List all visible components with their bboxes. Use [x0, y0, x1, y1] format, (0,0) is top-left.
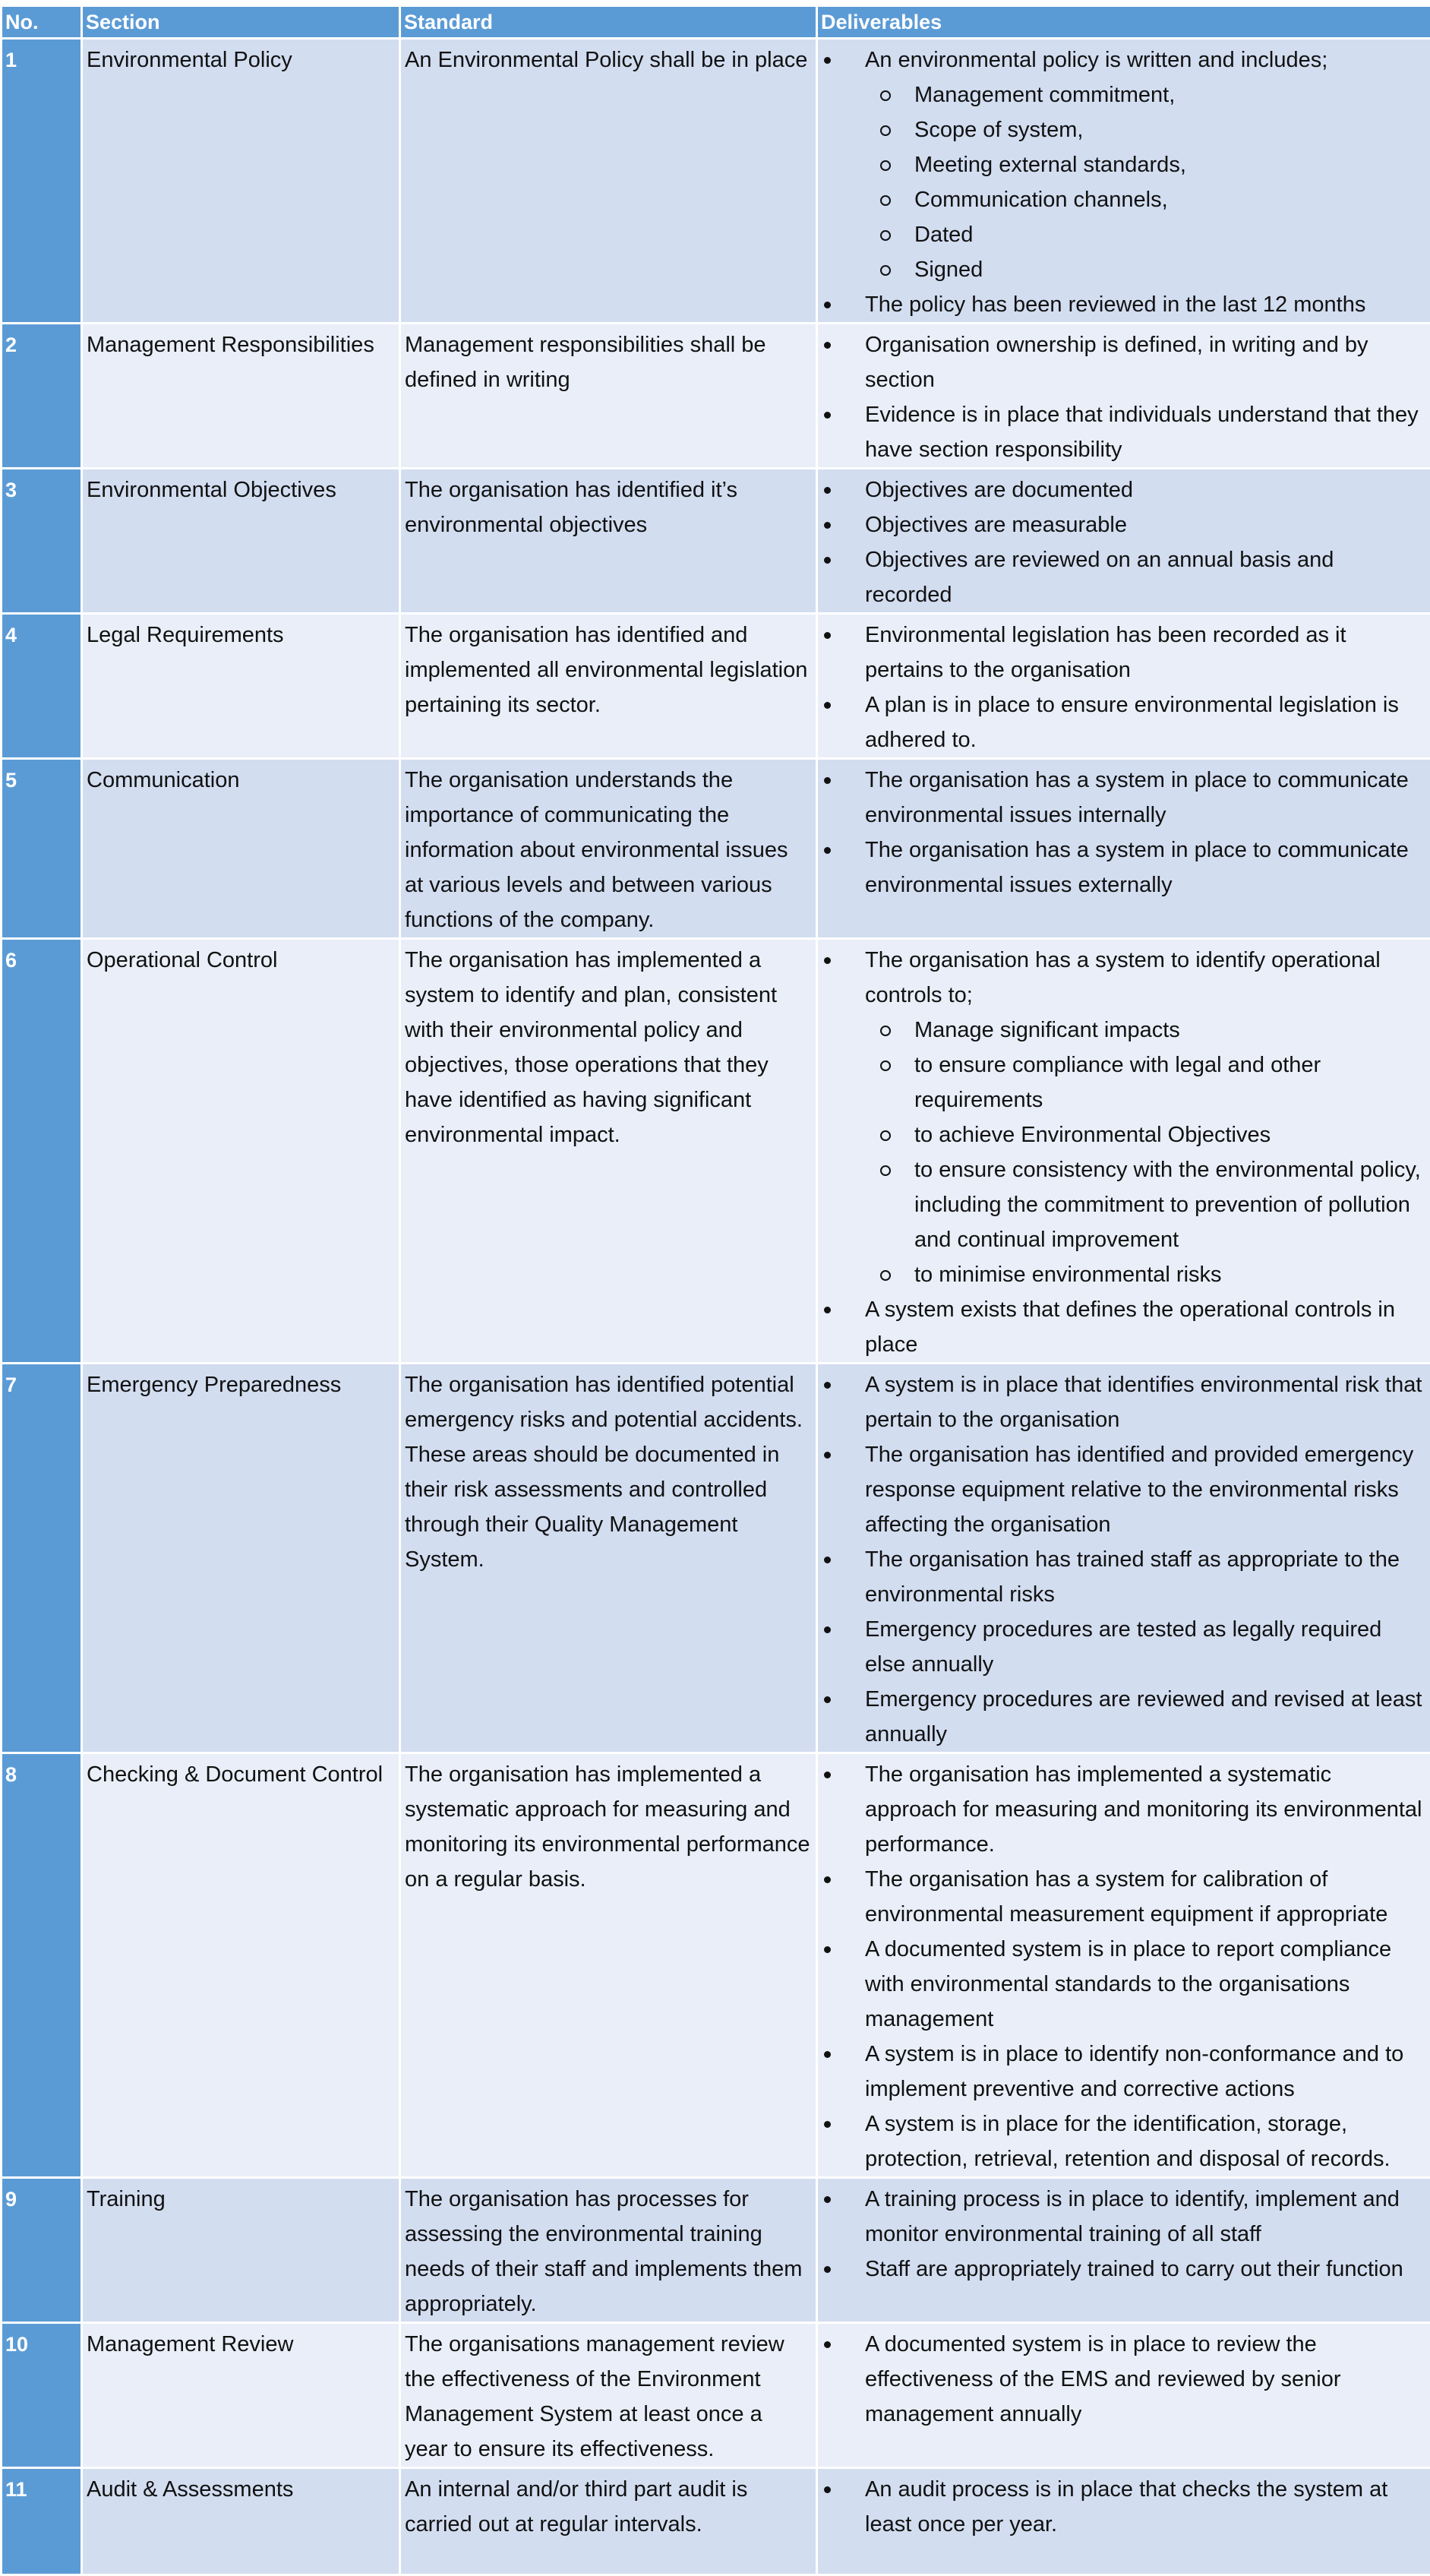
table-row [2, 614, 1430, 759]
row-deliverables [817, 469, 1430, 614]
deliverable-sublist [865, 77, 1425, 287]
table-row [2, 1753, 1430, 2178]
table-body [2, 39, 1430, 2575]
deliverable-subitem: Dated [865, 217, 1425, 252]
header-row [2, 6, 1430, 39]
deliverable-text: A system is in place that identifies environmental risk that pertain to the organisation [865, 1373, 1422, 1432]
table-row [2, 39, 1430, 324]
row-deliverables [817, 39, 1430, 324]
deliverable-item [822, 1367, 1425, 1437]
table-row [2, 759, 1430, 939]
row-number: 1 [2, 39, 82, 324]
deliverable-subitem: Management commitment, [865, 77, 1425, 112]
table-row [2, 469, 1430, 614]
row-number: 10 [2, 2323, 82, 2468]
deliverable-item [822, 833, 1425, 902]
row-deliverables [817, 614, 1430, 759]
deliverable-text: Objectives are documented [865, 478, 1133, 502]
row-standard: The organisation has implemented a systematic approach for measuring and monitoring its environmental performance on a regular basis. [400, 1753, 817, 2178]
deliverable-text: Environmental legislation has been recorded as it pertains to the organisation [865, 623, 1346, 682]
row-number: 7 [2, 1364, 82, 1753]
header-deliverables: Deliverables [817, 6, 1430, 39]
deliverable-subitem: Meeting external standards, [865, 147, 1425, 182]
row-deliverables [817, 759, 1430, 939]
deliverable-item [822, 2252, 1425, 2287]
row-deliverables [817, 1364, 1430, 1753]
deliverable-text: Emergency procedures are tested as legally required else annually [865, 1617, 1381, 1677]
deliverables-list [822, 618, 1425, 757]
deliverable-text: Objectives are reviewed on an annual basis and recorded [865, 548, 1334, 607]
deliverables-list [822, 763, 1425, 902]
deliverable-text: Emergency procedures are reviewed and revised at least annually [865, 1687, 1422, 1746]
row-standard: The organisation has identified and implemented all environmental legislation pertaining its sector. [400, 614, 817, 759]
row-standard: The organisation has identified it’s environmental objectives [400, 469, 817, 614]
deliverable-text: Organisation ownership is defined, in writing and by section [865, 333, 1368, 392]
row-section: Legal Requirements [82, 614, 400, 759]
deliverable-text: A documented system is in place to review the effectiveness of the EMS and reviewed by senior management annually [865, 2332, 1341, 2426]
row-standard: An Environmental Policy shall be in place [400, 39, 817, 324]
header-standard: Standard [400, 6, 817, 39]
deliverable-text: A system is in place to identify non-conformance and to implement preventive and corrective actions [865, 2042, 1403, 2101]
ems-standards-table [0, 5, 1430, 2576]
deliverable-subitem: Manage significant impacts [865, 1013, 1425, 1048]
deliverable-item [822, 1612, 1425, 1682]
deliverables-list [822, 327, 1425, 467]
deliverable-text: A documented system is in place to report compliance with environmental standards to the organisations management [865, 1937, 1391, 2031]
row-section: Management Review [82, 2323, 400, 2468]
header-no: No. [2, 6, 82, 39]
deliverable-text: Evidence is in place that individuals understand that they have section responsibility [865, 403, 1419, 462]
deliverables-list [822, 2182, 1425, 2287]
deliverable-item [822, 397, 1425, 467]
row-number: 3 [2, 469, 82, 614]
deliverable-item [822, 1757, 1425, 1862]
row-section: Management Responsibilities [82, 324, 400, 469]
deliverable-item [822, 2037, 1425, 2107]
row-section: Checking & Document Control [82, 1753, 400, 2178]
row-section: Operational Control [82, 939, 400, 1364]
deliverable-item [822, 542, 1425, 612]
deliverable-text: A plan is in place to ensure environmental legislation is adhered to. [865, 693, 1399, 752]
deliverables-list [822, 43, 1425, 322]
deliverable-item [822, 287, 1425, 322]
deliverable-item [822, 943, 1425, 1292]
row-section: Environmental Policy [82, 39, 400, 324]
deliverable-item [822, 763, 1425, 833]
deliverable-item [822, 1292, 1425, 1362]
deliverable-item [822, 327, 1425, 397]
row-number: 8 [2, 1753, 82, 2178]
row-standard: The organisations management review the effectiveness of the Environment Management System at least once a year to ensure its effectiveness. [400, 2323, 817, 2468]
deliverables-list [822, 2327, 1425, 2432]
deliverable-item [822, 1932, 1425, 2037]
table-row [2, 1364, 1430, 1753]
deliverable-item [822, 2327, 1425, 2432]
row-standard: The organisation has identified potential emergency risks and potential accidents. These areas should be documented in their risk assessments and controlled through their Quality Management System. [400, 1364, 817, 1753]
deliverable-text: Objectives are measurable [865, 513, 1127, 537]
deliverable-subitem: Signed [865, 252, 1425, 287]
table-row [2, 939, 1430, 1364]
row-standard: The organisation understands the importance of communicating the information about environmental issues at various levels and between various functions of the company. [400, 759, 817, 939]
row-number: 5 [2, 759, 82, 939]
row-deliverables [817, 2468, 1430, 2575]
deliverables-list [822, 2472, 1425, 2542]
deliverable-item [822, 2182, 1425, 2252]
deliverables-list [822, 473, 1425, 612]
table-row [2, 2468, 1430, 2575]
row-deliverables [817, 1753, 1430, 2178]
row-number: 11 [2, 2468, 82, 2575]
row-standard: An internal and/or third part audit is carried out at regular intervals. [400, 2468, 817, 2575]
deliverable-subitem: to ensure consistency with the environmental policy, including the commitment to prevention of pollution and continual improvement [865, 1152, 1425, 1257]
row-section: Communication [82, 759, 400, 939]
row-number: 2 [2, 324, 82, 469]
row-deliverables [817, 324, 1430, 469]
row-deliverables [817, 939, 1430, 1364]
deliverable-text: The organisation has trained staff as appropriate to the environmental risks [865, 1547, 1400, 1607]
table-row [2, 2323, 1430, 2468]
deliverable-text: A system exists that defines the operational controls in place [865, 1297, 1395, 1357]
deliverable-item [822, 473, 1425, 507]
deliverable-item [822, 1542, 1425, 1612]
deliverable-item [822, 687, 1425, 757]
deliverables-list [822, 1367, 1425, 1752]
deliverable-item [822, 2107, 1425, 2176]
deliverable-item [822, 2472, 1425, 2542]
deliverable-text: The organisation has a system in place to communicate environmental issues internally [865, 768, 1409, 827]
deliverable-text: An audit process is in place that checks the system at least once per year. [865, 2477, 1387, 2536]
table-header [2, 6, 1430, 39]
deliverable-subitem: to minimise environmental risks [865, 1257, 1425, 1292]
deliverable-item [822, 43, 1425, 287]
header-section: Section [82, 6, 400, 39]
deliverables-list [822, 943, 1425, 1362]
deliverable-sublist [865, 1013, 1425, 1292]
deliverable-text: An environmental policy is written and includes; [865, 48, 1327, 72]
row-standard: Management responsibilities shall be defined in writing [400, 324, 817, 469]
deliverable-text: The organisation has identified and provided emergency response equipment relative to the environmental risks affecting the organisation [865, 1443, 1413, 1537]
row-standard: The organisation has processes for assessing the environmental training needs of their staff and implements them appropriately. [400, 2178, 817, 2323]
table-row [2, 2178, 1430, 2323]
row-standard: The organisation has implemented a system to identify and plan, consistent with their environmental policy and objectives, those operations that they have identified as having significant environmental impact. [400, 939, 817, 1364]
row-deliverables [817, 2323, 1430, 2468]
row-deliverables [817, 2178, 1430, 2323]
row-section: Audit & Assessments [82, 2468, 400, 2575]
row-section: Environmental Objectives [82, 469, 400, 614]
deliverable-subitem: Scope of system, [865, 112, 1425, 147]
deliverable-text: A system is in place for the identification, storage, protection, retrieval, retention and disposal of records. [865, 2112, 1391, 2171]
deliverable-text: The organisation has a system for calibration of environmental measurement equipment if appropriate [865, 1867, 1387, 1926]
deliverable-text: A training process is in place to identify, implement and monitor environmental training of all staff [865, 2187, 1400, 2246]
deliverables-list [822, 1757, 1425, 2176]
deliverable-subitem: to achieve Environmental Objectives [865, 1117, 1425, 1152]
row-section: Training [82, 2178, 400, 2323]
deliverable-item [822, 618, 1425, 687]
row-number: 6 [2, 939, 82, 1364]
deliverable-item [822, 1682, 1425, 1752]
deliverable-text: The organisation has implemented a systematic approach for measuring and monitoring its environmental performance. [865, 1762, 1422, 1857]
deliverable-text: The organisation has a system to identify operational controls to; [865, 948, 1381, 1007]
row-number: 9 [2, 2178, 82, 2323]
deliverable-text: The organisation has a system in place to communicate environmental issues externally [865, 838, 1409, 897]
table-row [2, 324, 1430, 469]
deliverable-text: The policy has been reviewed in the last 12 months [865, 292, 1365, 317]
deliverable-subitem: Communication channels, [865, 182, 1425, 217]
deliverable-text: Staff are appropriately trained to carry out their function [865, 2257, 1403, 2281]
row-section: Emergency Preparedness [82, 1364, 400, 1753]
deliverable-item [822, 1862, 1425, 1932]
deliverable-item [822, 1437, 1425, 1542]
row-number: 4 [2, 614, 82, 759]
deliverable-subitem: to ensure compliance with legal and other requirements [865, 1048, 1425, 1117]
deliverable-item [822, 507, 1425, 542]
